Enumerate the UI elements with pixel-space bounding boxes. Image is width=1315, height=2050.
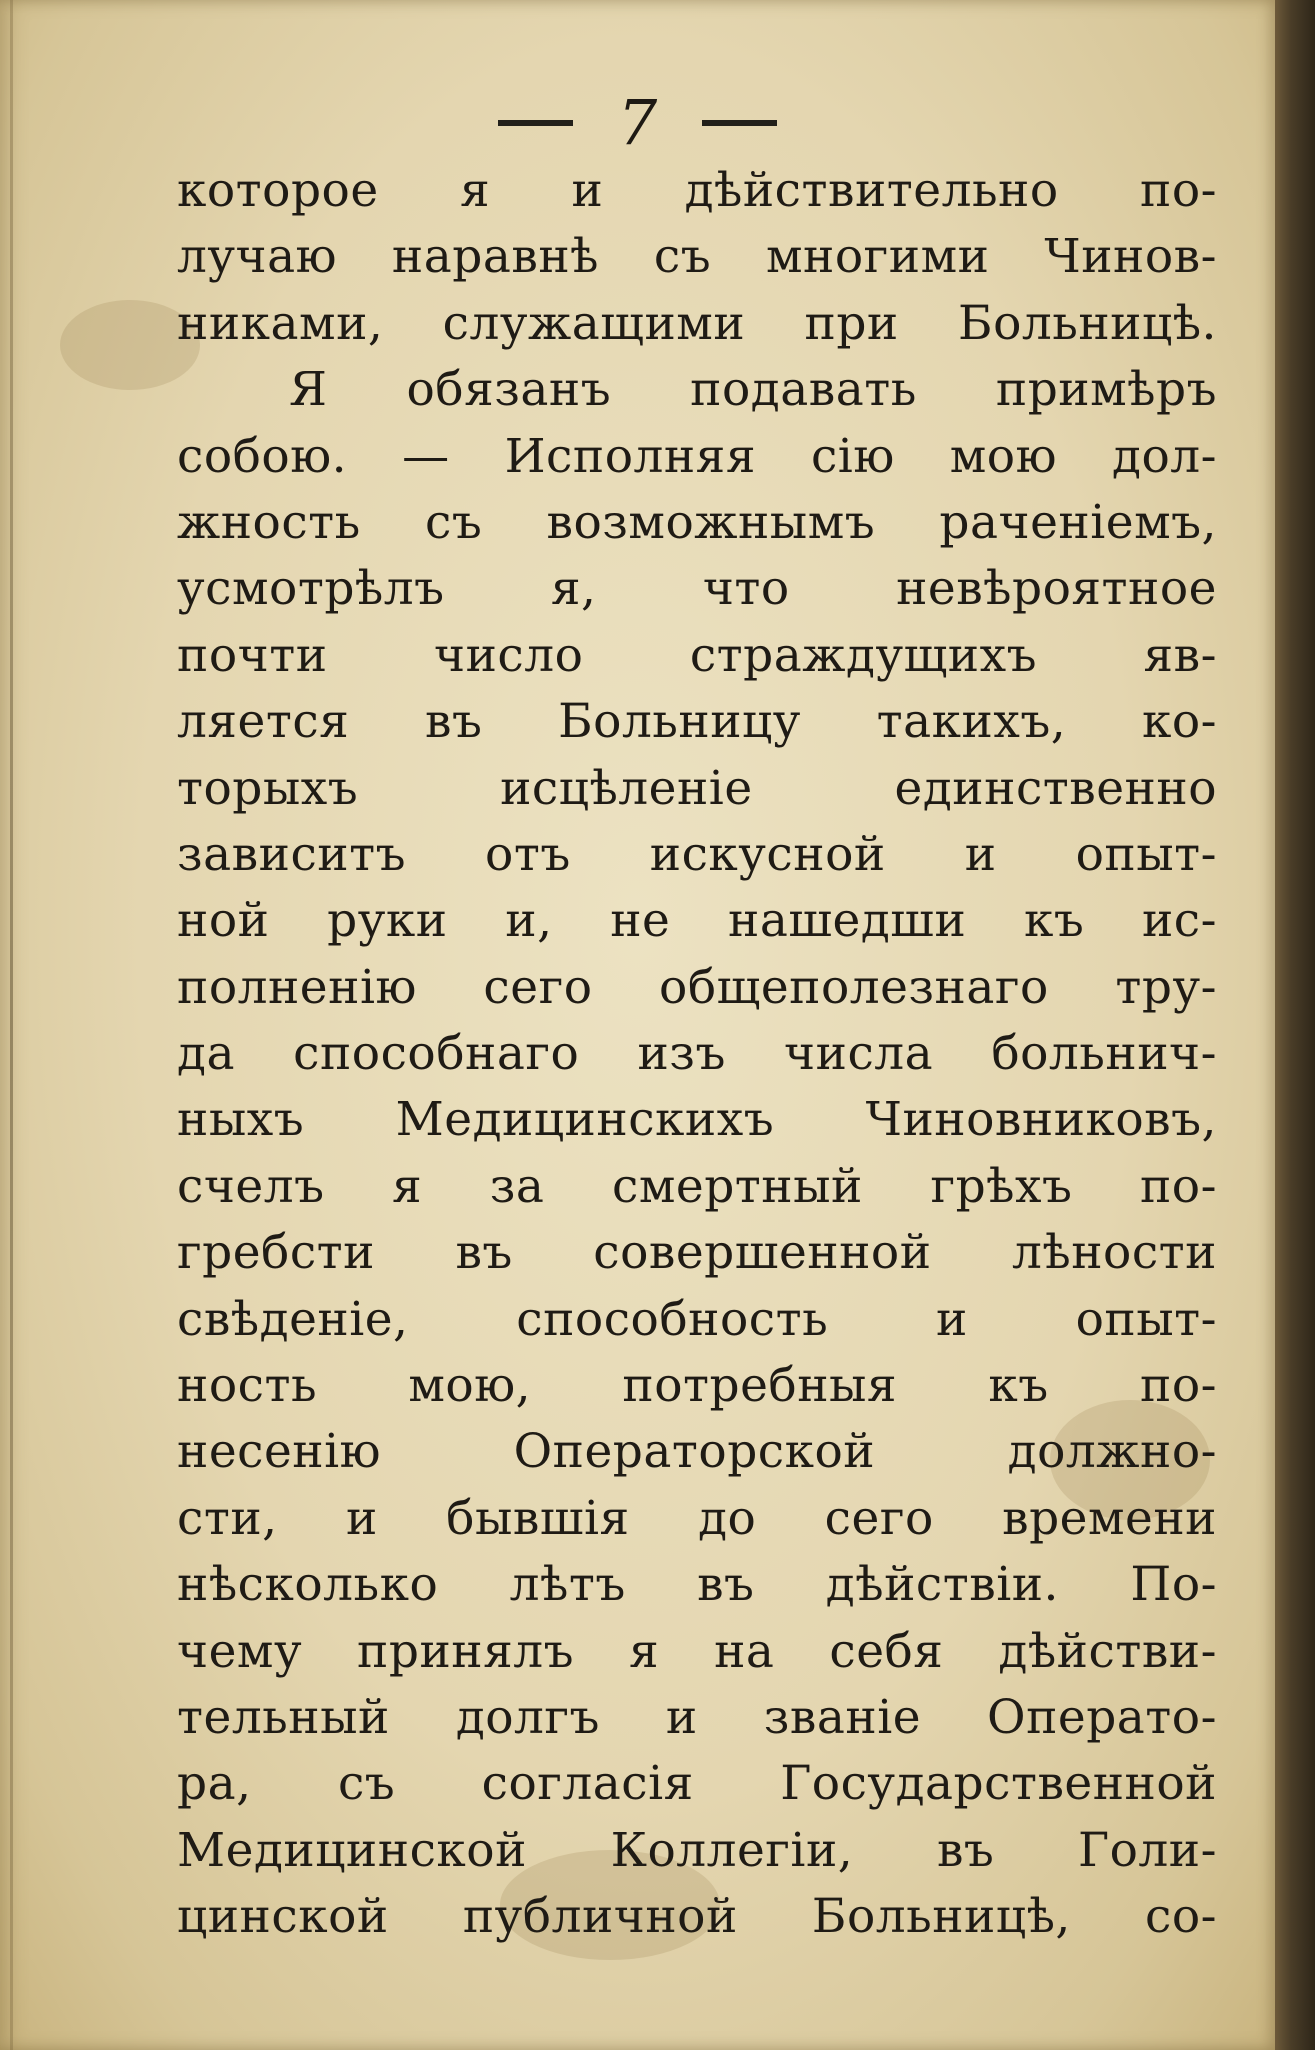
text-line: торыхъ исцѣленiе единственно <box>177 760 1217 816</box>
book-edge <box>1275 0 1315 2050</box>
text-line: ра, съ согласiя Государственной <box>177 1756 1217 1812</box>
text-line: жность съ возможнымъ раченiемъ, <box>177 494 1217 550</box>
body-text <box>177 158 1217 1951</box>
text-line: почти число страждущихъ яв- <box>177 627 1217 683</box>
text-line: несенiю Операторской должно- <box>177 1424 1217 1480</box>
text-line: ность мою, потребныя къ по- <box>177 1358 1217 1414</box>
text-line: счелъ я за смертный грѣхъ по- <box>177 1158 1217 1214</box>
page-header <box>0 86 1275 159</box>
header-dash-left <box>498 120 573 126</box>
text-line: которое я и дѣйствительно по- <box>177 163 1217 218</box>
header-dash-right <box>702 120 777 126</box>
text-line: чему принялъ я на себя дѣйстви- <box>177 1623 1217 1679</box>
text-line: лучаю наравнѣ съ многими Чинов- <box>177 229 1217 285</box>
text-line: полненiю сего общеполезнаго тру- <box>177 959 1217 1015</box>
text-line: сти, и бывшiя до сего времени <box>177 1490 1217 1546</box>
text-line: зависитъ отъ искусной и опыт- <box>177 826 1217 882</box>
text-line: нѣсколько лѣтъ въ дѣйствiи. По- <box>177 1557 1217 1613</box>
text-line: никами, служащими при Больницѣ. <box>177 295 1217 351</box>
text-line: ляется въ Больницу такихъ, ко- <box>177 694 1217 750</box>
gutter-line <box>10 0 13 2050</box>
text-line: усмотрѣлъ я, что невѣроятное <box>177 561 1217 617</box>
text-line: свѣденiе, способность и опыт- <box>177 1291 1217 1347</box>
text-line: цинской публичной Больницѣ, со- <box>177 1889 1217 1945</box>
text-line: собою. — Исполняя сiю мою дол- <box>177 428 1217 484</box>
text-line: да способнаго изъ числа больнич- <box>177 1026 1217 1082</box>
page-number: 7 <box>617 86 658 159</box>
text-line: ныхъ Медицинскихъ Чиновниковъ, <box>177 1092 1217 1148</box>
text-line: Я обязанъ подавать примѣръ <box>289 362 1217 418</box>
text-line: Медицинской Коллегiи, въ Голи- <box>177 1822 1217 1878</box>
text-line: ной руки и, не нашедши къ ис- <box>177 893 1217 949</box>
text-line: тельный долгъ и званiе Операто- <box>177 1689 1217 1745</box>
text-line: гребсти въ совершенной лѣности <box>177 1225 1217 1281</box>
